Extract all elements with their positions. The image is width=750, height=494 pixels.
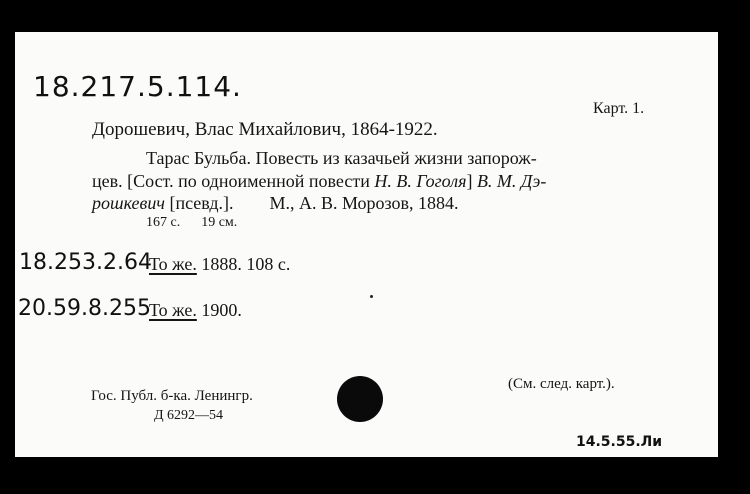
pseudonym-part1: В. М. Дэ- xyxy=(476,171,547,191)
bottom-handwritten-code: 14.5.55.Ли xyxy=(576,434,663,450)
entry-1-shelfmark: 18.253.2.64 xyxy=(19,250,152,275)
entry-2-rest: 1900. xyxy=(196,300,242,320)
bracket-close: ] xyxy=(466,171,477,191)
catalog-card xyxy=(15,32,718,457)
title-line-3 xyxy=(92,193,459,214)
author-heading: Дорошевич, Влас Михайлович, 1864-1922. xyxy=(92,119,438,140)
card-number-label: Карт. 1. xyxy=(593,100,645,117)
pseudonym-part2: рошкевич xyxy=(92,193,165,213)
entry-1-rest: 1888. 108 с. xyxy=(196,254,291,274)
entry-1-same: То же. xyxy=(149,254,197,274)
entry-2-same: То же. xyxy=(149,300,197,320)
title-line-2-text: цев. [Сост. по одноименной повести xyxy=(92,171,375,191)
main-shelfmark: 18.217.5.114. xyxy=(33,70,242,103)
library-stamp-line-1: Гос. Публ. б-ка. Ленингр. xyxy=(91,388,253,404)
entry-2-text xyxy=(149,300,242,321)
imprint: [псевд.]. М., А. В. Морозов, 1884. xyxy=(164,193,459,213)
ink-dot xyxy=(370,295,373,298)
library-stamp-line-2: Д 6292—54 xyxy=(154,408,224,423)
continued-note: (См. след. карт.). xyxy=(508,376,615,392)
card-punch-hole xyxy=(337,376,383,422)
source-author: Н. В. Гоголя xyxy=(374,171,467,191)
physical-description: 167 с. 19 см. xyxy=(146,215,238,230)
entry-2-shelfmark: 20.59.8.255 xyxy=(18,296,151,321)
title-line-2 xyxy=(92,171,546,192)
entry-1-text xyxy=(149,254,290,275)
title-line-1: Тарас Бульба. Повесть из казачьей жизни запорож- xyxy=(146,148,537,168)
